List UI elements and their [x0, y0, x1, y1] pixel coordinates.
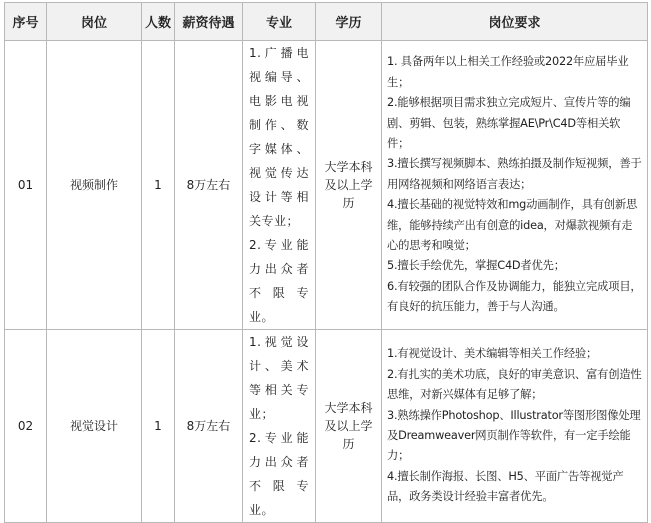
- cell-count: 1: [142, 330, 175, 523]
- job-requirements-table: [4, 2, 648, 523]
- requirement-item: 4.擅长制作海报、长图、H5、平面广告等视觉产品，政务类设计经验丰富者优先。: [387, 469, 624, 504]
- cell-requirements: [382, 330, 648, 523]
- header-requirements: 岗位要求: [382, 3, 648, 41]
- requirement-item: 4.擅长基础的视觉特效和mg动画制作，具有创新思维，能够持续产出有创意的idea，对爆款视频有走心的思考和嗅觉；: [387, 198, 638, 253]
- cell-major: [243, 330, 316, 523]
- cell-salary: 8万左右: [175, 41, 243, 330]
- cell-education: 大学本科及以上学历: [316, 41, 382, 330]
- cell-count: 1: [142, 41, 175, 330]
- cell-position: 视觉设计: [47, 330, 142, 523]
- requirement-item: 1.有视觉设计、美术编辑等相关工作经验；: [387, 347, 598, 361]
- requirement-item: 3.擅长撰写视频脚本、熟练拍摄及制作短视频，善于用网络视频和网络语言表达；: [387, 157, 642, 191]
- header-row: [5, 3, 648, 41]
- cell-position: 视频制作: [47, 41, 142, 330]
- header-education: 学历: [316, 3, 382, 41]
- cell-requirements: [382, 41, 648, 330]
- cell-education: 大学本科及以上学历: [316, 330, 382, 523]
- requirement-item: 2.能够根据项目需求独立完成短片、宣传片等的编剧、剪辑、包装，熟练掌握AE\Pr\C4D等相关软件；: [387, 96, 631, 150]
- header-count: 人数: [142, 3, 175, 41]
- requirement-item: 2.有扎实的美术功底，良好的审美意识、富有创造性思维，对新兴媒体有足够了解；: [387, 367, 642, 402]
- cell-seq: 02: [5, 330, 47, 523]
- cell-salary: 8万左右: [175, 330, 243, 523]
- table-row: [5, 41, 648, 330]
- requirement-item: 3.熟练操作Photoshop、Illustrator等图形图像处理及Dreamweaver网页制作等软件，有一定手绘能力；: [387, 408, 641, 463]
- header-seq: 序号: [5, 3, 47, 41]
- table-row: [5, 330, 648, 523]
- requirement-item: 5.擅长手绘优先，掌握C4D者优先；: [387, 259, 565, 273]
- cell-seq: 01: [5, 41, 47, 330]
- header-major: 专业: [243, 3, 316, 41]
- major-text: 1.广播电视编导、电影电视制作、数字媒体、视觉传达设计等相关专业； 2.专业能力出众者不限专业。: [249, 46, 309, 324]
- header-position: 岗位: [47, 3, 142, 41]
- major-text: 1.视觉设计、美术等相关专业； 2.专业能力出众者不限专业。: [249, 335, 309, 517]
- requirement-item: 6.有较强的团队合作及协调能力，能独立完成项目，有良好的抗压能力，善于与人沟通。: [387, 279, 642, 314]
- header-salary: 薪资待遇: [175, 3, 243, 41]
- cell-major: [243, 41, 316, 330]
- requirement-item: 1. 具备两年以上相关工作经验或2022年应届毕业生；: [387, 55, 629, 89]
